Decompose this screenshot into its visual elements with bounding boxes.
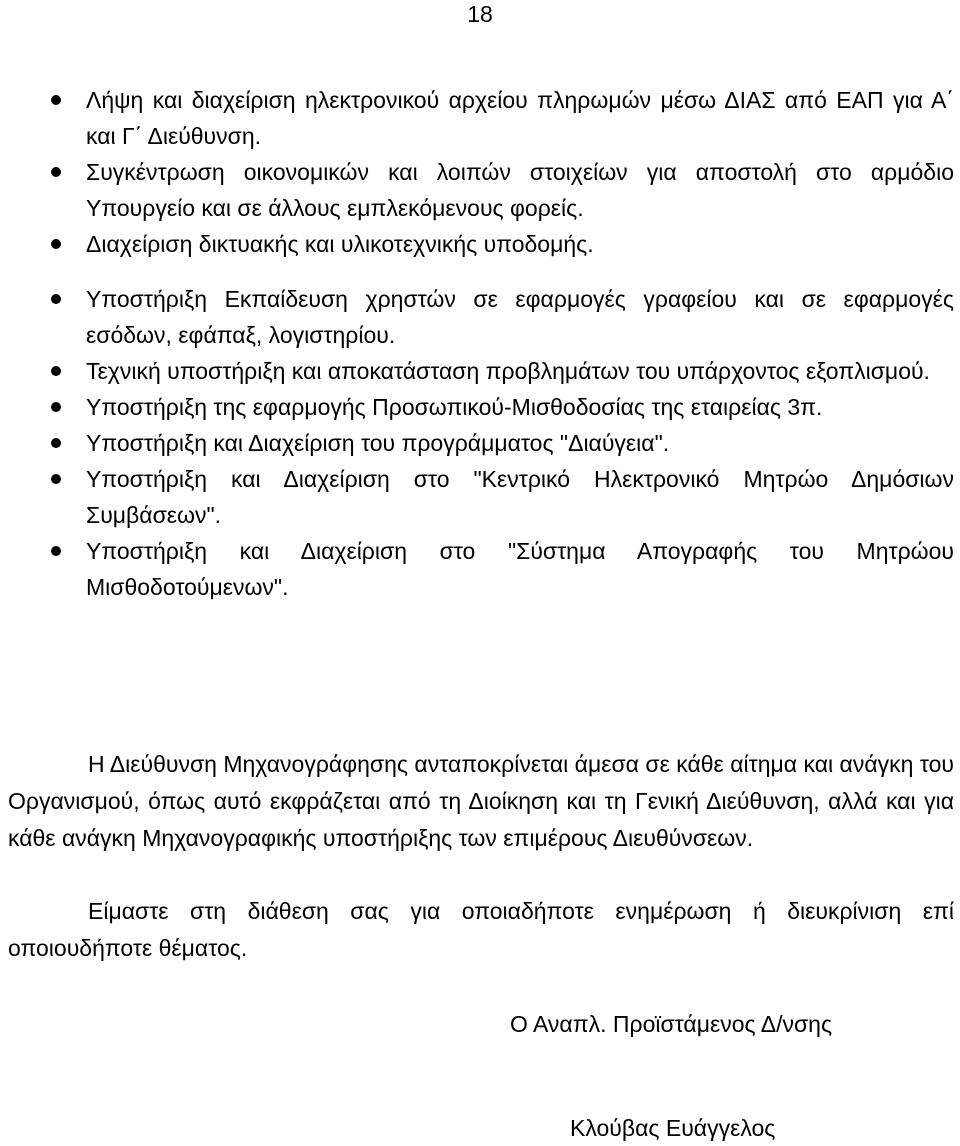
bullet-icon [51,402,61,412]
bullet-icon [51,474,61,484]
page-number: 18 [467,1,493,27]
list-item [48,425,954,461]
list-item-text: Υποστήριξη της εφαρμογής Προσωπικού-Μισθοδοσίας της εταιρείας 3π. [86,394,823,420]
bullet-icon [51,366,61,376]
bullet-icon [51,438,61,448]
list-item-text: Τεχνική υποστήριξη και αποκατάσταση προβλημάτων του υπάρχοντος εξοπλισμού. [86,358,930,384]
bullet-icon [51,239,61,249]
bullet-icon [51,294,61,304]
bullet-icon [51,167,61,177]
list-item-text: Διαχείριση δικτυακής και υλικοτεχνικής υποδομής. [86,231,594,257]
list-item [48,154,954,226]
list-item [48,533,954,605]
list-item-text: Υποστήριξη και Διαχείριση στο "Σύστημα Απογραφής του Μητρώου Μισθοδοτούμενων". [86,538,954,600]
signature-title: Ο Αναπλ. Προϊστάμενος Δ/νσης [510,1011,833,1037]
list-item-text: Υποστήριξη και Διαχείριση του προγράμματος "Διαύγεια". [86,430,670,456]
list-item [48,82,954,154]
list-item [48,281,954,353]
signature-name: Κλούβας Ευάγγελος [570,1115,776,1141]
list-item [48,461,954,533]
availability-paragraph: Είμαστε στη διάθεση σας για οποιαδήποτε ενημέρωση ή διευκρίνιση επί οποιουδήποτε θέματος. [8,898,954,961]
bullet-icon [51,95,61,105]
list-item [48,389,954,425]
list-item [48,353,954,389]
list-item-text: Υποστήριξη Εκπαίδευση χρηστών σε εφαρμογές γραφείου και σε εφαρμογές εσόδων, εφάπαξ, λογιστηρίου. [86,286,954,348]
list-item-text: Συγκέντρωση οικονομικών και λοιπών στοιχείων για αποστολή στο αρμόδιο Υπουργείο και σε άλλους εμπλεκόμενους φορείς. [86,159,954,221]
responsibilities-list [48,82,954,605]
list-item [48,226,954,262]
response-paragraph: Η Διεύθυνση Μηχανογράφησης ανταποκρίνεται άμεσα σε κάθε αίτημα και ανάγκη του Οργανισμού, όπως αυτό εκφράζεται από τη Διοίκηση και τη Γενική Διεύθυνση, αλλά και για κάθε ανάγκη Μηχανογραφικής υποστήριξης των επιμέρους Διευθύνσεων. [8,751,954,851]
list-item-text: Λήψη και διαχείριση ηλεκτρονικού αρχείου πληρωμών μέσω ΔΙΑΣ από ΕΑΠ για Α΄ και Γ΄ Διεύθυνση. [86,87,954,149]
bullet-icon [51,546,61,556]
list-item-text: Υποστήριξη και Διαχείριση στο "Κεντρικό Ηλεκτρονικό Μητρώο Δημόσιων Συμβάσεων". [86,466,954,528]
